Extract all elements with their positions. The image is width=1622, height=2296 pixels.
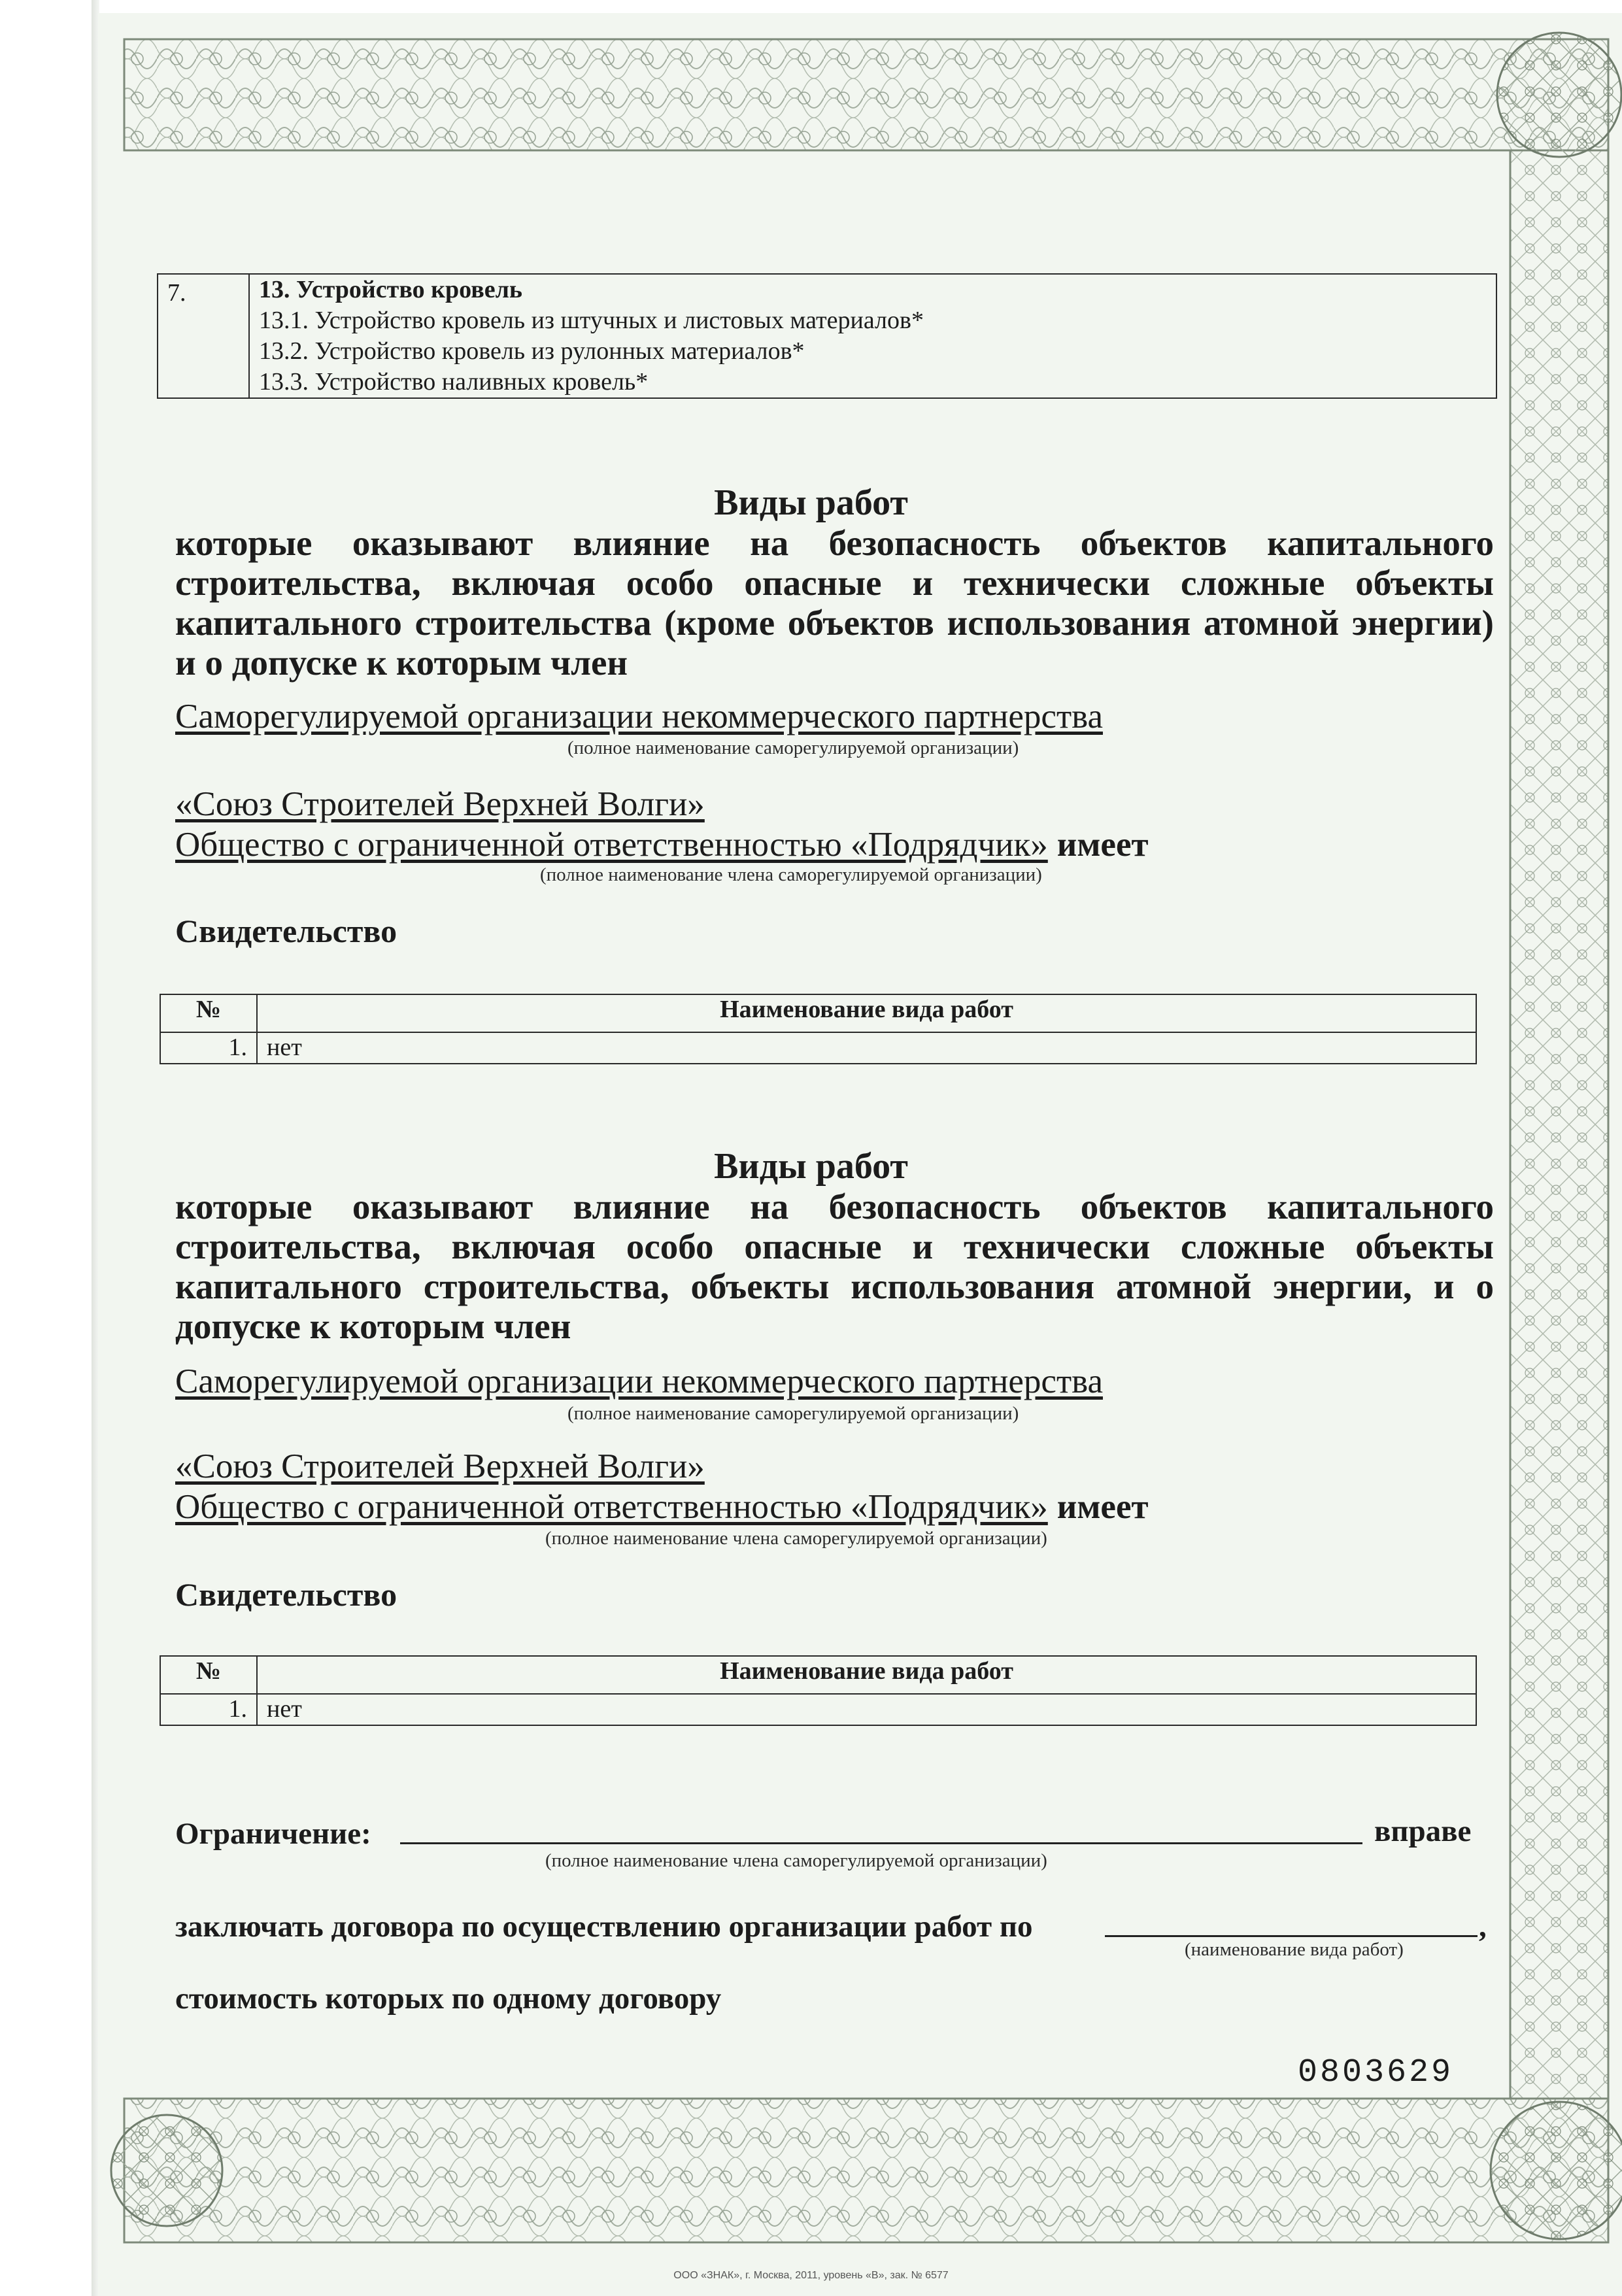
member-line (175, 1487, 1149, 1527)
sro-name: Саморегулируемой организации некоммерческого партнерства (175, 698, 1103, 735)
cell-name: нет (257, 1032, 1476, 1064)
sro-name: Саморегулируемой организации некоммерческого партнерства (175, 1362, 1103, 1400)
table-header-row (160, 994, 1476, 1032)
member-caption: (полное наименование члена саморегулируемой организации) (540, 864, 1042, 885)
limitation-blank (400, 1842, 1362, 1844)
has-word: имеет (1056, 826, 1149, 864)
works-item: 13.1. Устройство кровель из штучных и листовых материалов* (259, 307, 924, 334)
member-line (175, 825, 1149, 864)
works-table (160, 994, 1477, 1064)
limitation-right-word: вправе (1374, 1814, 1472, 1848)
works-item: 13.3. Устройство наливных кровель* (259, 368, 649, 396)
work-type-blank (1105, 1935, 1478, 1937)
section-paragraph: которые оказывают влияние на безопасность объектов капитального строительства, включая особо опасные и технически сложные объекты капитального строительства, объекты использования атомной энергии, и о допуске к которым член (175, 1187, 1494, 1346)
printer-note: ООО «ЗНАК», г. Москва, 2011, уровень «В», зак. № 6577 (673, 2270, 949, 2281)
limitation-caption: (полное наименование члена саморегулируемой организации) (545, 1850, 1047, 1871)
cost-line: стоимость которых по одному договору (175, 1982, 722, 2016)
section-paragraph: которые оказывают влияние на безопасность объектов капитального строительства, включая особо опасные и технически сложные объекты капитального строительства (кроме объектов использования атомной энергии) и о допуске к которым член (175, 523, 1494, 683)
contract-line: заключать договора по осуществлению организации работ по (175, 1910, 1033, 1944)
cell-num: 1. (160, 1032, 257, 1064)
section-title: Виды работ (714, 482, 908, 523)
has-word: имеет (1056, 1488, 1149, 1526)
table-row (160, 1694, 1476, 1725)
header-name: Наименование вида работ (257, 994, 1476, 1032)
member-name: Общество с ограниченной ответственностью «Подрядчик» (175, 1488, 1048, 1526)
table-row (158, 274, 1496, 398)
sro-name-2: «Союз Строителей Верхней Волги» (175, 1447, 705, 1485)
works-item: 13.2. Устройство кровель из рулонных материалов* (259, 337, 805, 365)
serial-number: 0803629 (1298, 2054, 1454, 2091)
member-name: Общество с ограниченной ответственностью «Подрядчик» (175, 826, 1048, 864)
header-name: Наименование вида работ (257, 1656, 1476, 1694)
roofing-works-table (157, 273, 1497, 399)
sro-caption: (полное наименование саморегулируемой организации) (567, 1403, 1019, 1424)
cell-num: 1. (160, 1694, 257, 1725)
limitation-label: Ограничение: (175, 1817, 371, 1851)
table-row (160, 1032, 1476, 1064)
sro-caption: (полное наименование саморегулируемой организации) (567, 737, 1019, 758)
section-title: Виды работ (714, 1146, 908, 1187)
row-number: 7. (158, 274, 249, 398)
certificate-label: Свидетельство (175, 1576, 397, 1613)
table-header-row (160, 1656, 1476, 1694)
member-caption: (полное наименование члена саморегулируемой организации) (545, 1528, 1047, 1549)
header-num: № (160, 1656, 257, 1694)
contract-comma: , (1479, 1910, 1487, 1944)
work-type-caption: (наименование вида работ) (1185, 1939, 1404, 1960)
certificate-label: Свидетельство (175, 913, 397, 949)
works-heading: 13. Устройство кровель (259, 276, 522, 303)
cell-name: нет (257, 1694, 1476, 1725)
works-list (249, 274, 1496, 398)
header-num: № (160, 994, 257, 1032)
sro-name-2: «Союз Строителей Верхней Волги» (175, 785, 705, 823)
works-table (160, 1655, 1477, 1726)
